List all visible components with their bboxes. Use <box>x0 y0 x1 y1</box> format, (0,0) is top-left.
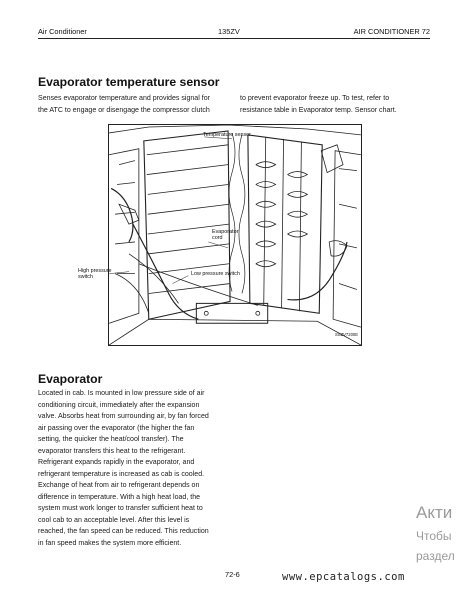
figure-code: SSZV7200E <box>335 332 359 337</box>
sensor-description-right <box>240 93 397 116</box>
evaporator-description <box>38 388 209 549</box>
text-line: reached, the fan speed can be reduced. This reduction <box>38 528 209 535</box>
text-line: Refrigerant expands rapidly in the evaporator, and <box>38 459 195 466</box>
text-line: the ATC to engage or disengage the compressor clutch <box>38 106 210 114</box>
text-line: Senses evaporator temperature and provides signal for <box>38 95 210 102</box>
text-line: Located in cab. Is mounted in low pressure side of air <box>38 390 205 397</box>
page-number: 72-6 <box>225 570 240 579</box>
text-line: valve. Absorbs heat from surrounding air, by fan forced <box>38 413 209 420</box>
text-line: refrigerant temperature is increased as cab is cooled. <box>38 470 205 478</box>
header-rule <box>38 38 430 39</box>
text-line: conditioning circuit, immediately after the expansion <box>38 401 200 409</box>
section-title-evaporator-temperature-sensor: Evaporator temperature sensor <box>38 75 220 89</box>
label-evaporator-cord: Evaporator cord <box>212 229 239 241</box>
text-line: in fan speed makes the system more efficient. <box>38 539 182 547</box>
text-line: setting, the quicker the heat/cool transfer). The <box>38 436 184 443</box>
activation-notice-line: раздел <box>416 549 455 563</box>
activation-notice-line: Чтобы <box>416 529 452 543</box>
sensor-description-left <box>38 93 210 116</box>
activation-notice-title: Акти <box>416 503 453 522</box>
text-line: system must work longer to transfer sufficient heat to <box>38 505 203 512</box>
label-low-pressure-switch: Low pressure switch <box>191 271 240 277</box>
text-line: evaporator transfers this heat to the refrigerant. <box>38 447 186 455</box>
label-high-pressure-switch: High pressure switch <box>78 268 112 280</box>
text-line: difference in temperature. With a high heat load, the <box>38 493 201 501</box>
text-line: cool cab to an acceptable level. After this level is <box>38 516 190 524</box>
header-chapter: AIR CONDITIONER 72 <box>353 27 430 36</box>
header-section-name: Air Conditioner <box>38 27 87 36</box>
text-line: to prevent evaporator freeze up. To test, refer to <box>240 95 390 102</box>
watermark-url: www.epcatalogs.com <box>282 571 405 583</box>
label-temperature-sensor: Temperature sensor <box>203 132 251 138</box>
section-title-evaporator: Evaporator <box>38 372 103 386</box>
header-model: 135ZV <box>218 27 240 36</box>
text-line: air passing over the evaporator (the higher the fan <box>38 424 195 432</box>
text-line: Exchange of heat from air to refrigerant depends on <box>38 482 200 489</box>
text-line: resistance table in Evaporator temp. Sensor chart. <box>240 106 397 114</box>
